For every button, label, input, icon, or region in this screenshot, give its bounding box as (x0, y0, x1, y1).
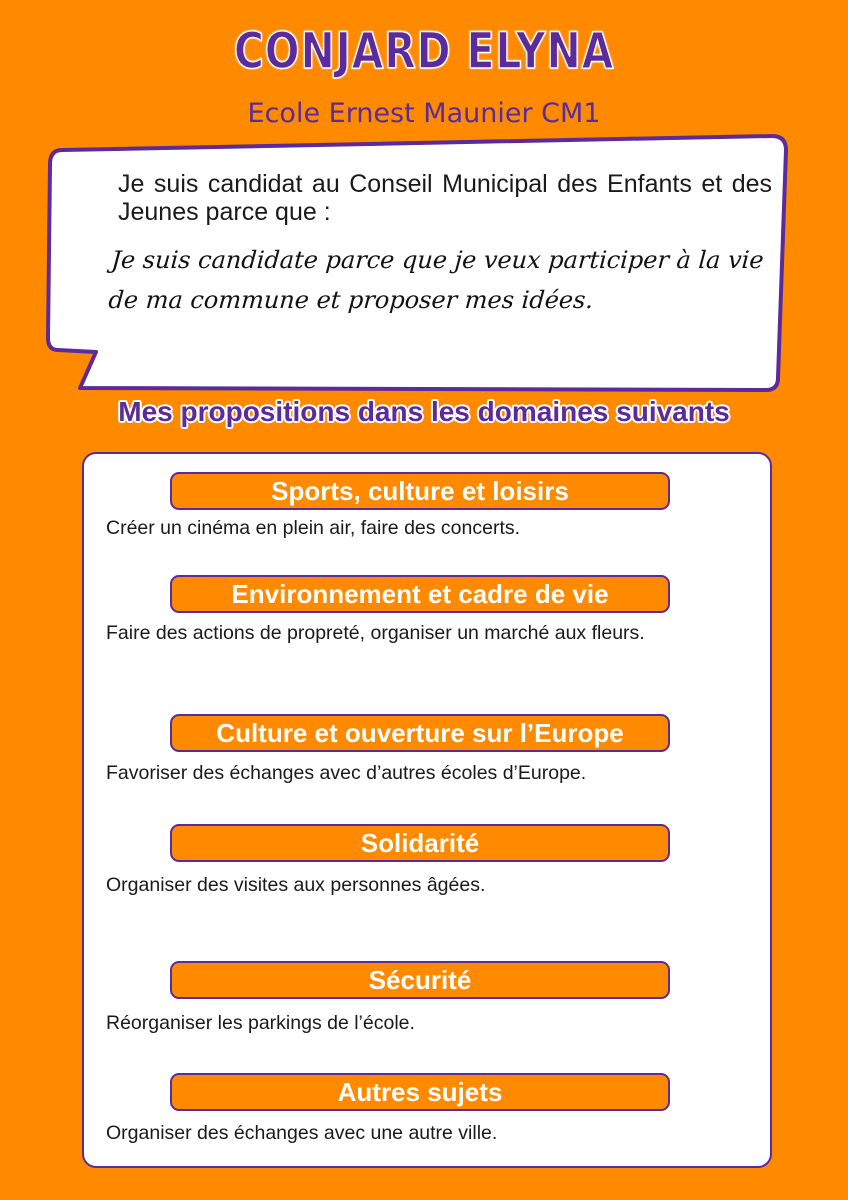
category-environment: Environnement et cadre de vie (170, 575, 670, 613)
bubble-intro-text: Je suis candidat au Conseil Municipal des Enfants et des Jeunes parce que : (118, 170, 772, 226)
category-solidarity: Solidarité (170, 824, 670, 862)
proposal-security: Réorganiser les parkings de l’école. (106, 1012, 415, 1034)
proposal-solidarity: Organiser des visites aux personnes âgées. (106, 874, 486, 896)
proposal-europe: Favoriser des échanges avec d’autres écoles d’Europe. (106, 762, 587, 784)
category-europe: Culture et ouverture sur l’Europe (170, 714, 670, 752)
category-security: Sécurité (170, 961, 670, 999)
proposal-sports: Créer un cinéma en plein air, faire des concerts. (106, 517, 521, 539)
category-sports: Sports, culture et loisirs (170, 472, 670, 510)
proposal-other: Organiser des échanges avec une autre ville. (106, 1122, 498, 1144)
proposal-environment: Faire des actions de propreté, organiser un marché aux fleurs. (106, 622, 645, 644)
bubble-answer-text: Je suis candidate parce que je veux participer à la vie de ma commune et proposer mes idées. (107, 246, 765, 314)
school-name: Ecole Ernest Maunier CM1 (247, 98, 601, 129)
candidate-name: CONJARD ELYNA (233, 22, 615, 80)
section-title: Mes propositions dans les domaines suivants (118, 396, 730, 427)
proposals-card (82, 452, 772, 1168)
category-other: Autres sujets (170, 1073, 670, 1111)
